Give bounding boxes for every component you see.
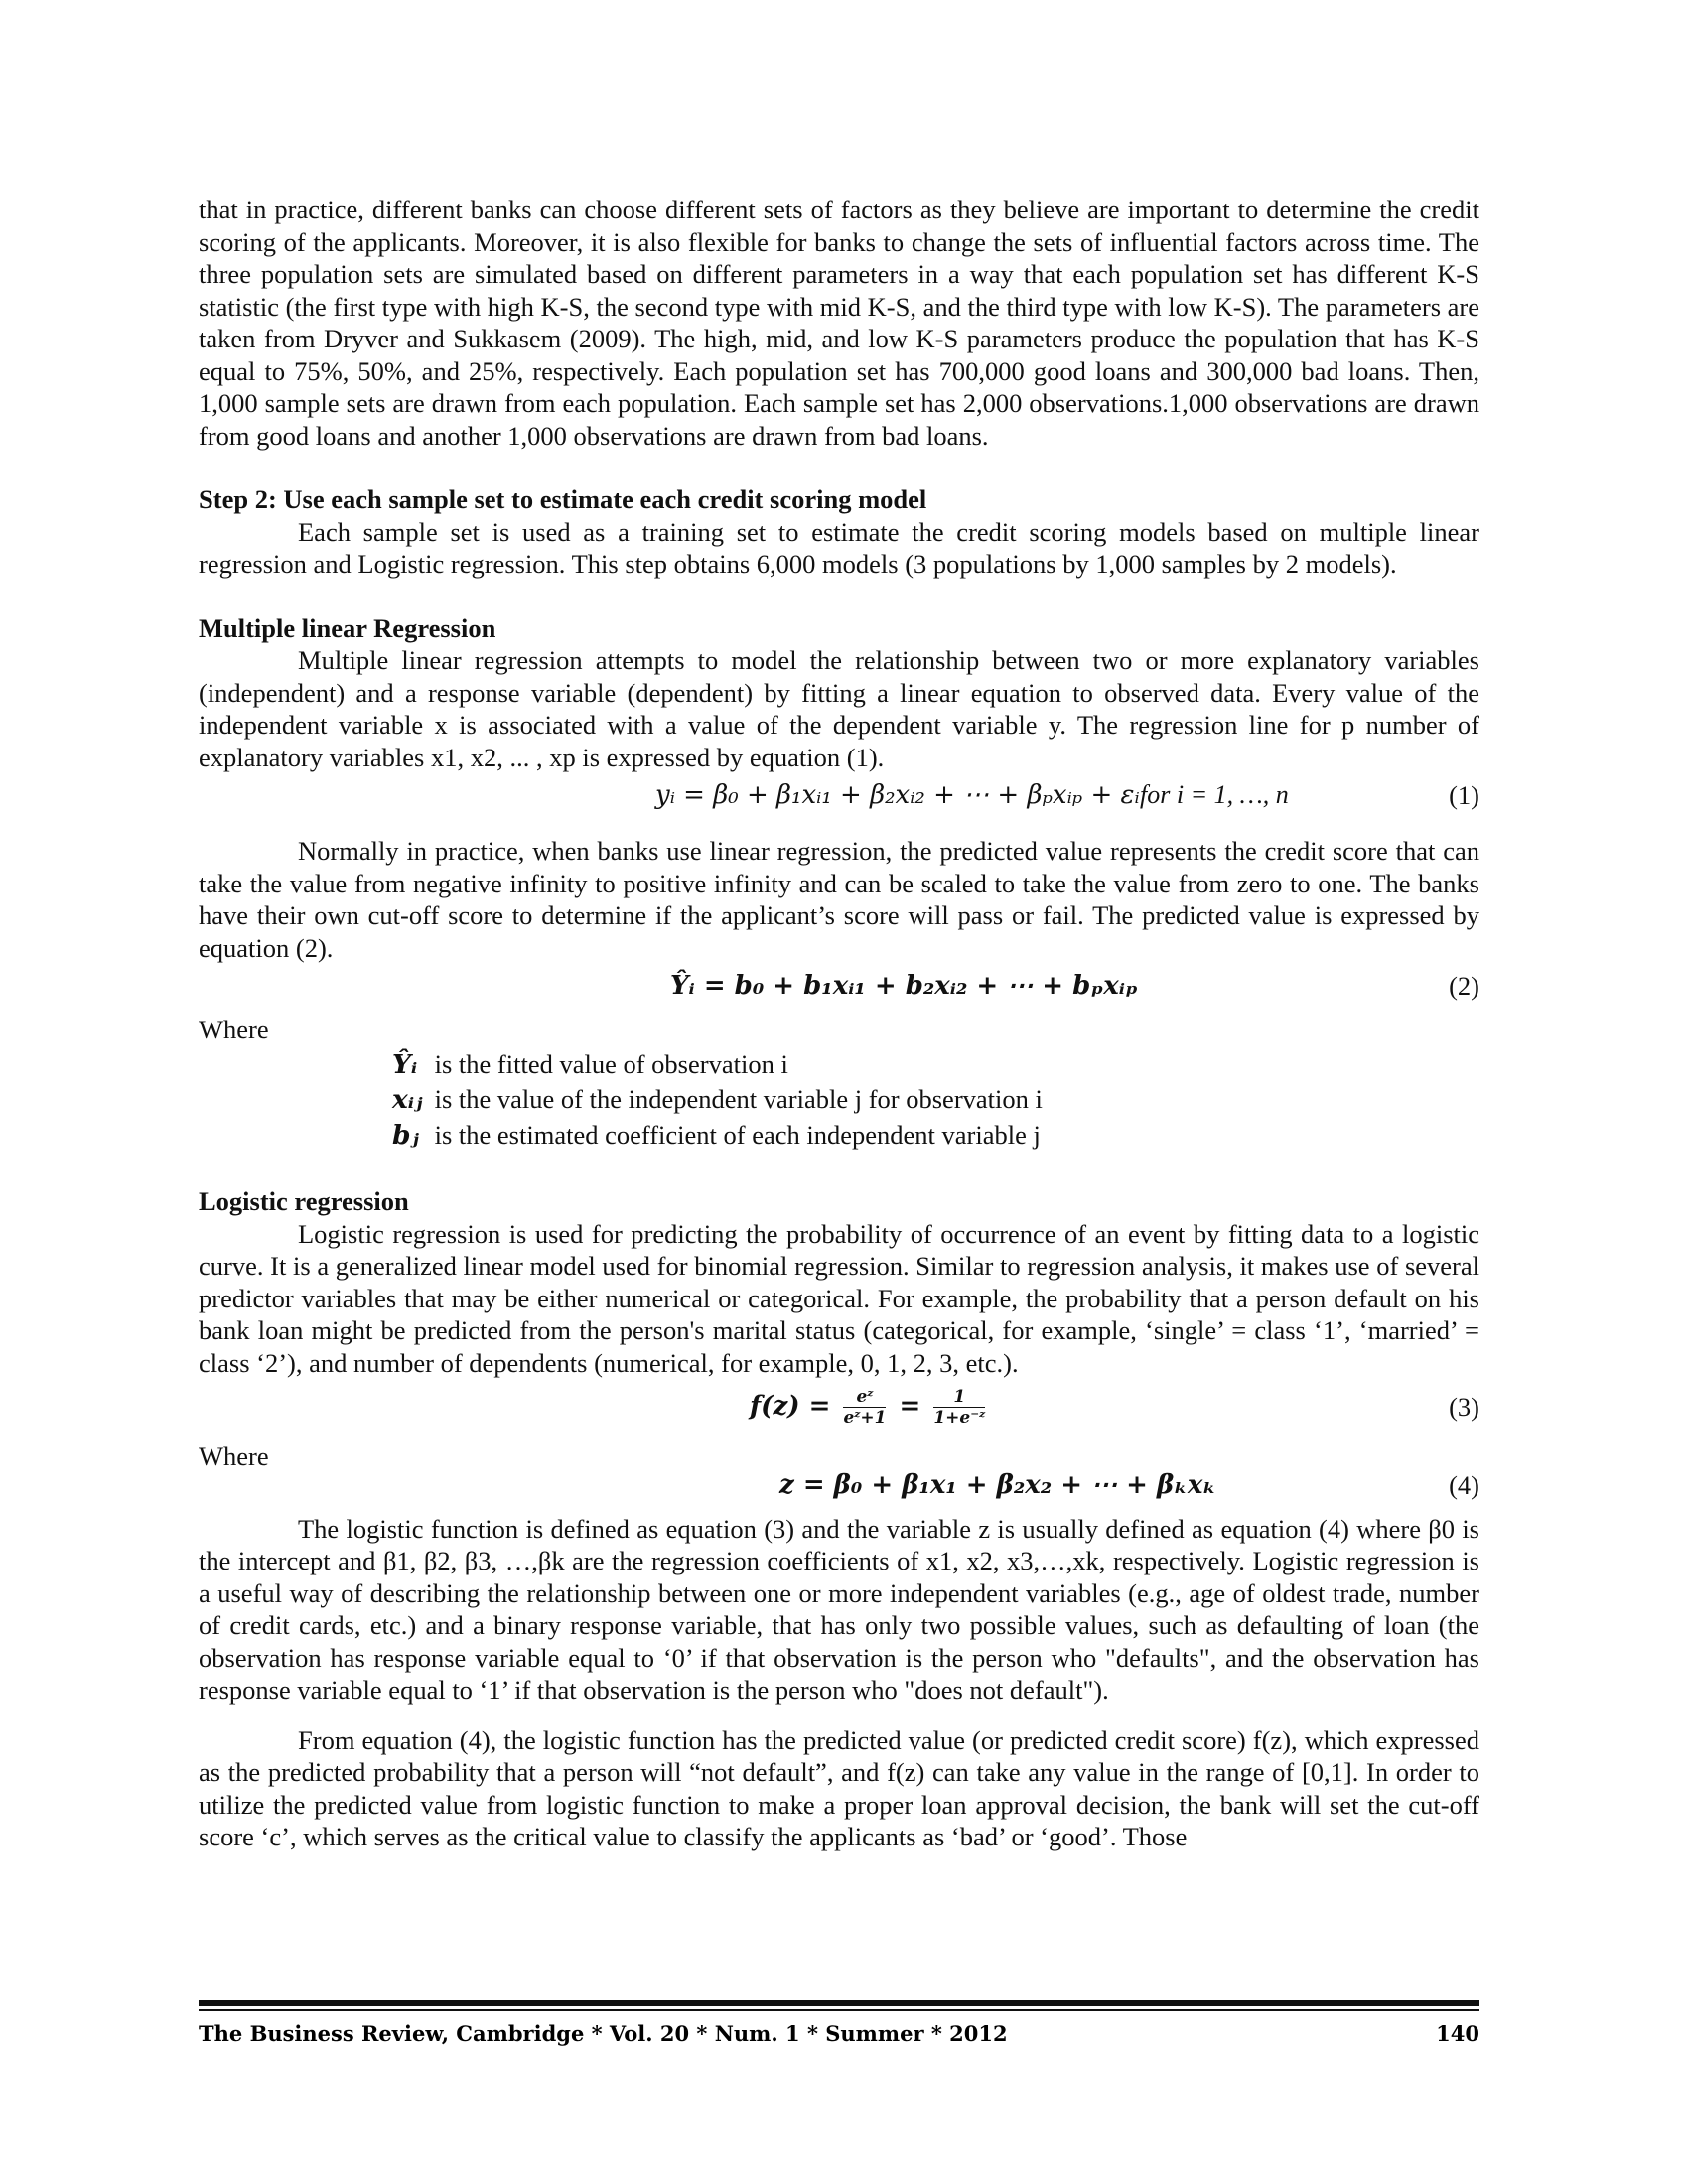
page-footer [199,2000,1479,2046]
paragraph-mlr: Multiple linear regression attempts to model the relationship between two or more explanatory variables (independent) and a response variable (dependent) by fitting a linear equation to observed data. Every value of the independent variable x is associated with a value of the dependent variable y. The regression line for p number of explanatory variables x1, x2, ... , xp is expressed by equation (1). [199,645,1479,772]
equation-2-number: (2) [1449,971,1479,1001]
definition-yhat-text: is the fitted value of observation i [434,1048,788,1079]
heading-step2: Step 2: Use each sample set to estimate each credit scoring model [199,484,927,514]
equation-4-number: (4) [1449,1469,1479,1500]
equation-3-numerator-2: 1 [933,1387,985,1408]
symbol-yhat: Ŷᵢ [392,1048,418,1080]
paragraph-normally: Normally in practice, when banks use linear regression, the predicted value represents the credit score that can take the value from negative infinity to positive infinity and can be scaled to take the value from zero to one. The banks have their own cut-off score to determine if the applicant’s score will pass or fail. The predicted value is expressed by equation (2). [199,836,1479,963]
paragraph-intro: that in practice, different banks can choose different sets of factors as they believe are important to determine the credit scoring of the applicants. Moreover, it is also flexible for banks to change the sets of influential factors across time. The three population sets are simulated based on different parameters in a way that each population set has different K-S statistic (the first type with high K-S, the second type with mid K-S, and the third type with low K-S). The parameters are taken from Dryver and Sukkasem (2009). The high, mid, and low K-S parameters produce the population that has K-S equal to 75%, 50%, and 25%, respectively. Each population set has 700,000 good loans and 300,000 bad loans. Then, 1,000 sample sets are drawn from each population. Each sample set has 2,000 observations.1,000 observations are drawn from good loans and another 1,000 observations are drawn from bad loans. [199,195,1479,451]
equation-3-denominator-2: 1+e⁻ᶻ [933,1408,986,1428]
footer-rule-thin [199,2009,1479,2011]
equation-3-number: (3) [1449,1392,1479,1422]
equation-3-denominator-1: eᶻ+1 [843,1408,887,1428]
equation-3: f(z) = $\frac{\text{eᶻ}}{\text{eᶻ+1}}$ = $\frac{1}{\text{1+e⁻ᶻ}}$ [750,1387,986,1428]
label-where-1: Where [199,1015,269,1044]
symbol-bj: bⱼ [392,1119,419,1151]
page-number: 140 [1436,2021,1479,2046]
heading-multiple-linear-regression: Multiple linear Regression [199,613,496,643]
equation-2: Ŷᵢ = b₀ + b₁xᵢ₁ + b₂xᵢ₂ + ⋯ + bₚxᵢₚ [670,971,1138,1001]
equation-1-row [199,773,1479,823]
definition-bj [392,1119,1479,1153]
equation-3-fraction-1 [843,1387,886,1428]
equation-1-number: (1) [1449,780,1479,810]
equation-4-row [199,1469,1479,1513]
paragraph-step2: Each sample set is used as a training set to estimate the credit scoring models based on multiple linear regression and Logistic regression. This step obtains 6,000 models (3 populations by 1,000 samples by 2 models). [199,516,1479,579]
where-definitions [392,1048,1479,1153]
journal-citation: The Business Review, Cambridge * Vol. 20 * Num. 1 * Summer * 2012 [199,2021,1008,2046]
symbol-xij: xᵢⱼ [392,1084,423,1115]
footer-rule-thick [199,2000,1479,2006]
equation-3-row [199,1379,1479,1440]
equation-3-numerator-1: eᶻ [843,1387,886,1408]
definition-xij-text: is the value of the independent variable j for observation i [434,1084,1043,1114]
equation-3-lhs: f(z) = [750,1391,831,1422]
equation-1-range: for i = 1, …, n [1140,780,1289,809]
paragraph-logistic-function: The logistic function is defined as equation (3) and the variable z is usually defined as equation (4) where β0 is the intercept and β1, β2, β3, …,βk are the regression coefficients of x1, x2, x3,…,xk, respectively. Logistic regression is a useful way of describing the relationship between one or more independent variables (e.g., age of oldest trade, number of credit cards, etc.) and a binary response variable, that has only two possible values, such as defaulting of loan (the observation has response variable equal to ‘0’ if that observation is the person who "defaults", and the observation has response variable equal to ‘1’ if that observation is the person who "does not default"). [199,1513,1479,1705]
definition-xij [392,1083,1479,1117]
heading-logistic-regression: Logistic regression [199,1186,409,1216]
definition-bj-text: is the estimated coefficient of each independent variable j [434,1119,1041,1150]
equation-2-row [199,964,1479,1014]
equation-4: z = β₀ + β₁x₁ + β₂x₂ + ⋯ + βₖxₖ [779,1469,1216,1500]
paragraph-from-equation-4: From equation (4), the logistic function has the predicted value (or predicted credit score) f(z), which expressed as the predicted probability that a person will “not default”, and f(z) can take any value in the range of [0,1]. In order to utilize the predicted value from logistic function to make a proper loan approval decision, the bank will set the cut-off score ‘c’, which serves as the critical value to classify the applicants as ‘bad’ or ‘good’. Those [199,1724,1479,1851]
equation-1: yᵢ = β₀ + β₁xᵢ₁ + β₂xᵢ₂ + ⋯ + βₚxᵢₚ + εᵢ [655,780,1140,810]
label-where-2: Where [199,1441,269,1471]
page-body [199,194,1479,1853]
paragraph-logistic: Logistic regression is used for predicting the probability of occurrence of an event by fitting data to a logistic curve. It is a generalized linear model used for binomial regression. Similar to regression analysis, it makes use of several predictor variables that may be either numerical or categorical. For example, the probability that a person default on his bank loan might be predicted from the person's marital status (categorical, for example, ‘single’ = class ‘1’, ‘married’ = class ‘2’), and number of dependents (numerical, for example, 0, 1, 2, 3, etc.). [199,1218,1479,1378]
definition-yhat [392,1048,1479,1082]
equation-3-fraction-2 [933,1387,985,1428]
